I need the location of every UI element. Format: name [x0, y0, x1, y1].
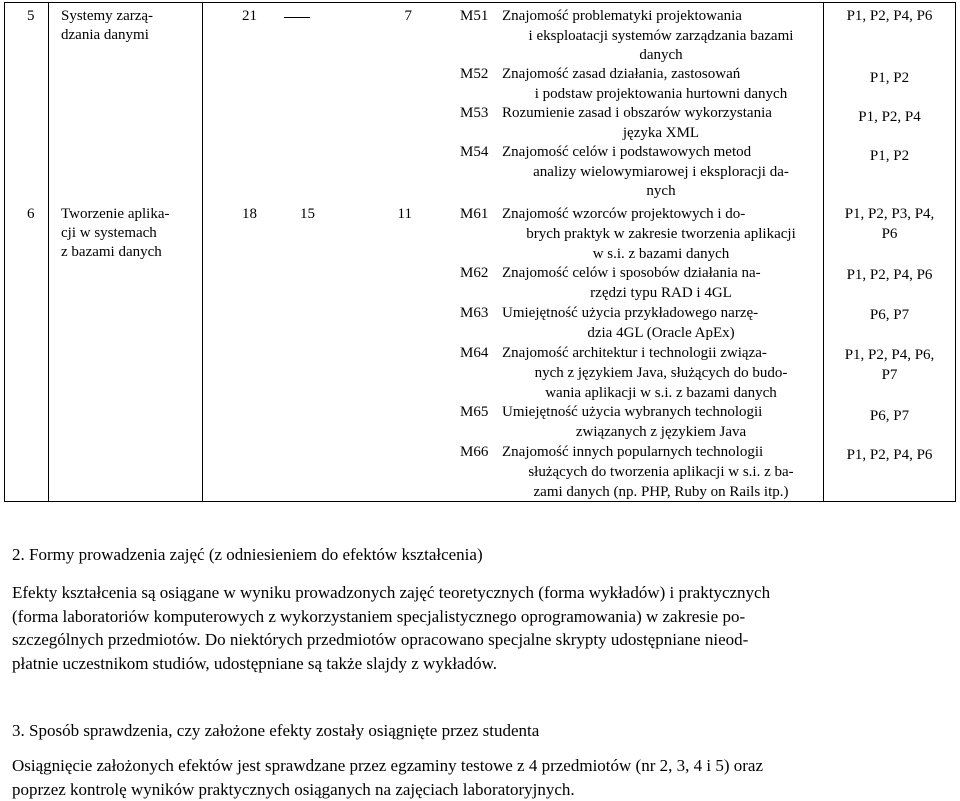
module-code: M63	[460, 305, 489, 321]
module-code: M52	[460, 66, 489, 82]
module-code: M54	[460, 144, 489, 160]
column-divider	[48, 3, 49, 501]
section-3-heading: 3. Sposób sprawdzenia, czy założone efekty zostały osiągnięte przez studenta	[12, 721, 540, 740]
exercise-hours: 15	[300, 206, 315, 222]
module-code: M61	[460, 206, 489, 222]
module-code: M53	[460, 105, 489, 121]
column-divider	[202, 3, 203, 501]
lecture-hours: 18	[242, 206, 257, 222]
lab-hours: 11	[397, 206, 412, 222]
subject-name: Tworzenie aplika- cji w systemach z bazami danych	[61, 206, 170, 260]
no-hours-dash	[284, 17, 310, 18]
module-code: M66	[460, 444, 489, 460]
module-code: M62	[460, 265, 489, 281]
section-3-paragraph: Osiągnięcie założonych efektów jest sprawdzane przez egzaminy testowe z 4 przedmiotów (nr 2, 3, 4 i 5) oraz poprzez kontrolę wyników praktycznych osiąganych na zajęciach laboratoryjnych.	[12, 756, 764, 799]
subject-name: Systemy zarzą- dzania danymi	[61, 8, 154, 43]
lecture-hours: 21	[242, 8, 257, 24]
module-code: M65	[460, 404, 489, 420]
lab-hours: 7	[404, 8, 412, 24]
program-table: 5 Systemy zarzą- dzania danymi 21 7 M51 M52 M53 M54 Znajomość problematyki projektowania i eksploatacji systemów zarządzania bazami danych Znajomość zasad działania, zastosowań i podstaw projektowania hurtowni danych Rozumienie zasad i obszarów wykorzystania języka XML Znajomość celów i podstawowych metod analizy wielowymiarowej i eksploracji da- nych P1, P2, P4, P6 P1, P2 P1, P2, P4 P1, P2 6 Tworzenie aplika- cji w systemach z bazami danych 18 15 11 M61 M62 M63 M64 M65 M66 Znajomość wzorców projektowych i do- brych praktyk w zakresie tworzenia aplikacji w s.i. z bazami danych Znajomość celów i sposobów działania na- rzędzi typu RAD i 4GL Umiejętność użycia przykładowego narzę- dzia 4GL (Oracle ApEx) Znajomość architektur i technologii związa- nych z językiem Java, służących do budo- wania aplikacji w s.i. z bazami danych Umiejętność użycia wybranych technologii związanych z językiem Java Znajomość innych popularnych technologii służących do tworzenia aplikacji w s.i. z ba- zami danych (np. PHP, Ruby on Rails itp.) P1, P2, P3, P4, P6 P1, P2, P4, P6 P6, P7 P1, P2, P4, P6, P7 P6, P7 P1, P2, P4, P6	[4, 2, 956, 502]
row-number: 6	[27, 206, 35, 222]
module-code: M64	[460, 345, 489, 361]
row-number: 5	[27, 8, 35, 24]
section-2-paragraph: Efekty kształcenia są osiągane w wyniku prowadzonych zajęć teoretycznych (forma wykładów) i praktycznych (forma laboratoriów komputerowych z wykorzystaniem specjalistycznego oprogramowania) w zakresie po- szczególnych przedmiotów. Do niektórych przedmiotów opracowano specjalne skrypty udostępniane nieod- płatnie uczestnikom studiów, udostępniane są także slajdy z wykładów.	[12, 583, 771, 673]
section-2-heading: 2. Formy prowadzenia zajęć (z odniesieniem do efektów kształcenia)	[12, 545, 483, 564]
module-code: M51	[460, 8, 489, 24]
